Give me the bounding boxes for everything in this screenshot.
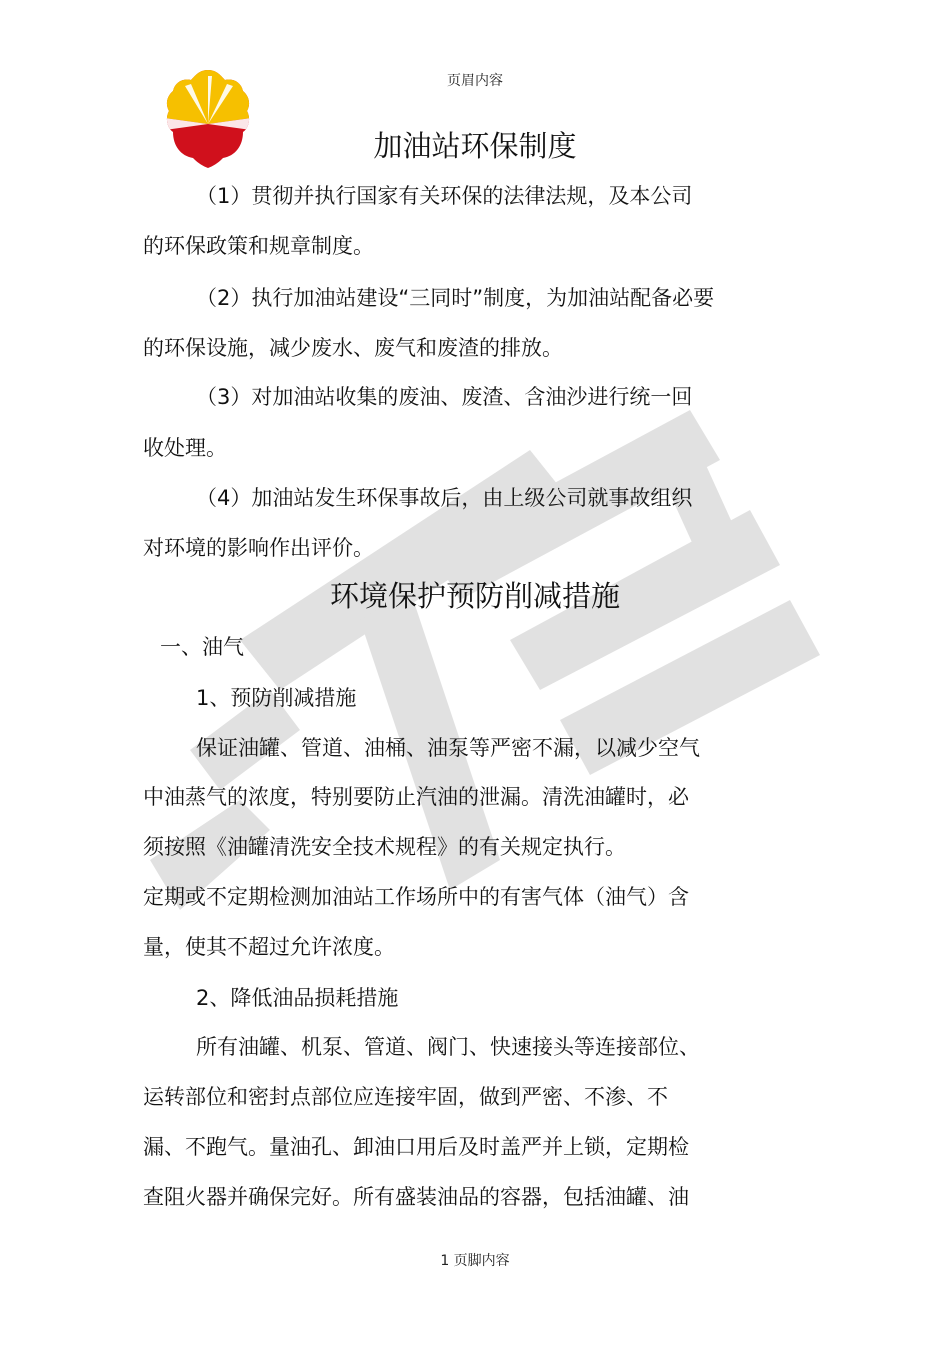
item-4-line-2: 对环境的影响作出评价。: [143, 536, 374, 560]
prevention-line-5: 量，使其不超过允许浓度。: [143, 935, 395, 959]
item-4-line-1: （4）加油站发生环保事故后，由上级公司就事故组织: [196, 486, 693, 510]
prevention-line-2: 中油蒸气的浓度，特别要防止汽油的泄漏。清洗油罐时，必: [143, 785, 689, 809]
loss-line-3: 漏、不跑气。量油孔、卸油口用后及时盖严并上锁，定期检: [143, 1135, 689, 1159]
item-3-line-1: （3）对加油站收集的废油、废渣、含油沙进行统一回: [196, 385, 693, 409]
page-header: 页眉内容: [447, 73, 503, 89]
page-footer: 1 页脚内容: [440, 1253, 510, 1269]
section-heading-oil-gas: 一、油气: [160, 635, 244, 659]
prevention-line-4: 定期或不定期检测加油站工作场所中的有害气体（油气）含: [143, 885, 689, 909]
watermark-graphic: [130, 390, 830, 950]
item-2-line-1: （2）执行加油站建设“三同时”制度，为加油站配备必要: [196, 286, 715, 310]
loss-line-4: 查阻火器并确保完好。所有盛装油品的容器，包括油罐、油: [143, 1185, 689, 1209]
loss-line-2: 运转部位和密封点部位应连接牢固，做到严密、不渗、不: [143, 1085, 668, 1109]
subheading-loss-reduction: 2、降低油品损耗措施: [196, 986, 399, 1010]
subheading-prevention: 1、预防削减措施: [196, 686, 357, 710]
section-title: 环境保护预防削减措施: [329, 579, 620, 613]
item-2-line-2: 的环保设施，减少废水、废气和废渣的排放。: [143, 336, 563, 360]
loss-line-1: 所有油罐、机泵、管道、阀门、快速接头等连接部位、: [196, 1035, 700, 1059]
item-3-line-2: 收处理。: [143, 436, 227, 460]
prevention-line-1: 保证油罐、管道、油桶、油泵等严密不漏，以减少空气: [196, 736, 700, 760]
item-1-line-1: （1）贯彻并执行国家有关环保的法律法规，及本公司: [196, 184, 693, 208]
item-1-line-2: 的环保政策和规章制度。: [143, 234, 374, 258]
document-title: 加油站环保制度: [373, 129, 577, 163]
prevention-line-3: 须按照《油罐清洗安全技术规程》的有关规定执行。: [143, 835, 626, 859]
